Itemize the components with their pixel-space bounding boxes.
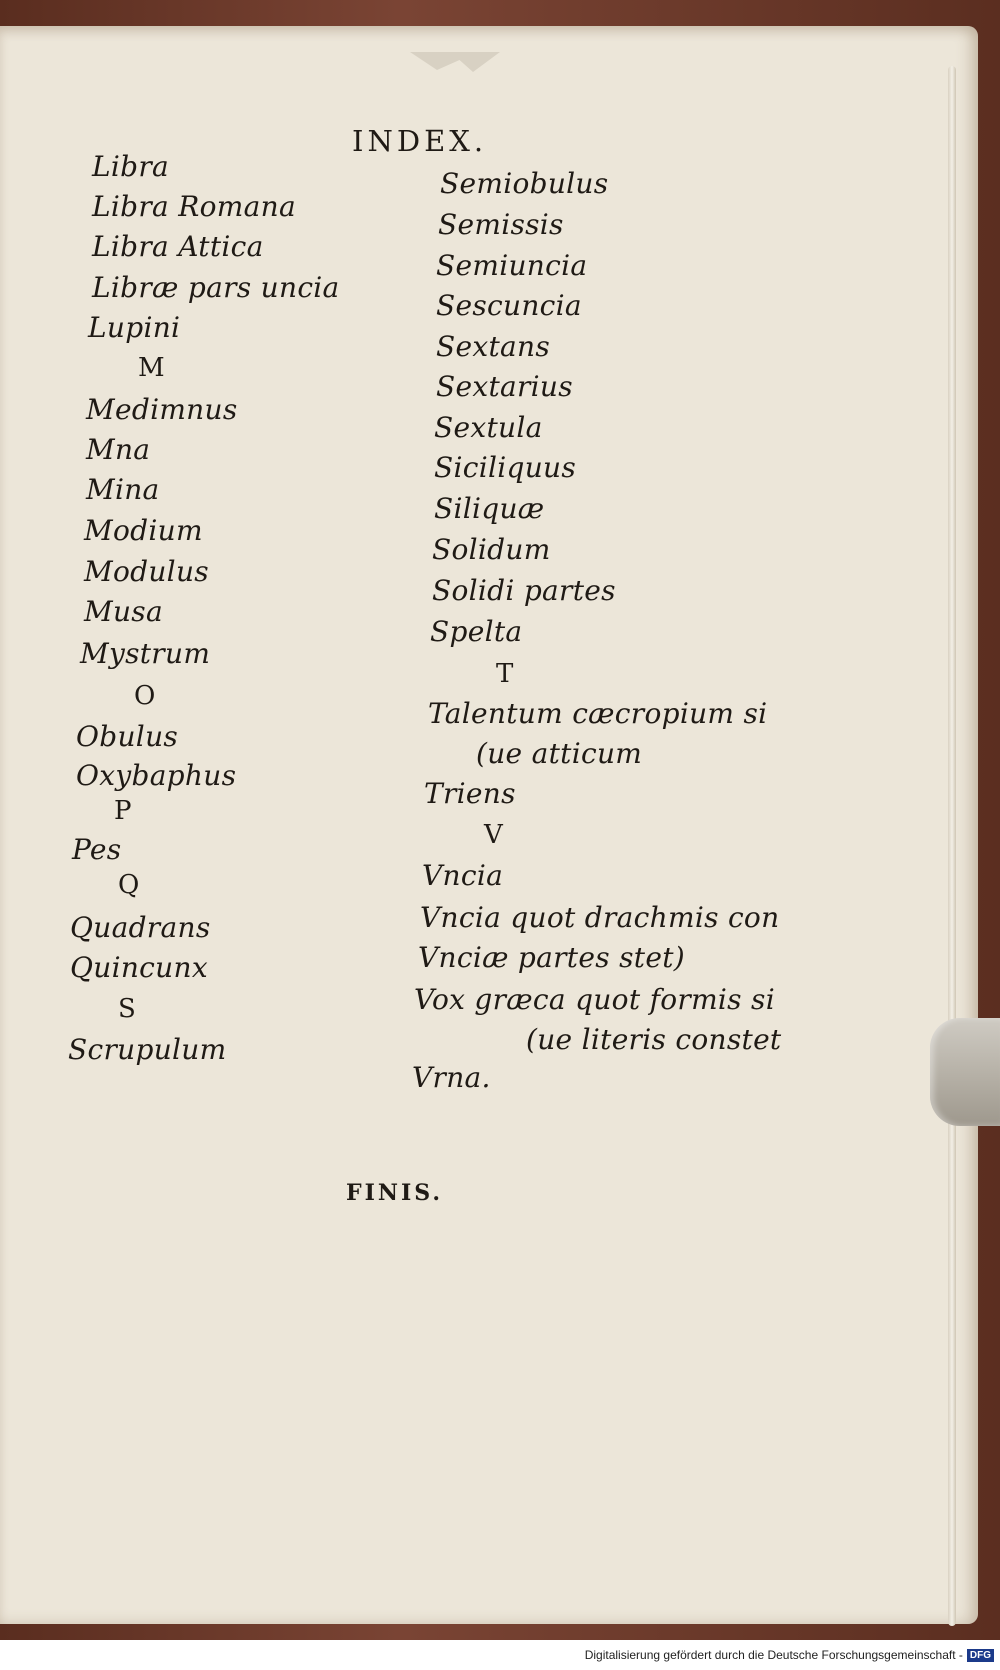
index-entry: Pes bbox=[72, 833, 122, 866]
index-entry: Vrna. bbox=[412, 1061, 491, 1094]
index-entry: Mina bbox=[86, 473, 160, 506]
dfg-logo: DFG bbox=[967, 1649, 994, 1662]
index-entry: Mystrum bbox=[80, 637, 211, 670]
index-entry: Semiuncia bbox=[436, 249, 588, 282]
index-entry: (ue literis constet bbox=[526, 1023, 782, 1056]
index-entry: Vox græca quot formis si bbox=[414, 983, 775, 1016]
index-entry: Libræ pars uncia bbox=[92, 271, 340, 304]
index-entry: Musa bbox=[84, 595, 163, 628]
index-entry: Sextans bbox=[436, 330, 550, 363]
page-edge bbox=[948, 66, 956, 1626]
index-entry: Spelta bbox=[430, 615, 523, 648]
index-entry: Vnciæ partes stet) bbox=[418, 941, 685, 974]
index-entry: Medimnus bbox=[86, 393, 238, 426]
index-entry: Vncia bbox=[422, 859, 504, 892]
index-letter-heading: O bbox=[134, 681, 156, 711]
finis-mark: FINIS. bbox=[346, 1180, 444, 1206]
index-entry: (ue atticum bbox=[476, 737, 643, 770]
index-entry: Siciliquus bbox=[434, 451, 577, 484]
index-entry: Triens bbox=[424, 777, 516, 810]
index-entry: Sescuncia bbox=[436, 289, 582, 322]
index-entry: Solidum bbox=[432, 533, 551, 566]
index-entry: Sextula bbox=[434, 411, 543, 444]
index-entry: Quadrans bbox=[70, 911, 211, 944]
paper-tear bbox=[410, 52, 500, 72]
index-entry: Obulus bbox=[76, 720, 179, 753]
index-entry: Semissis bbox=[438, 208, 564, 241]
index-entry: Talentum cæcropium si bbox=[428, 697, 768, 730]
index-title: INDEX. bbox=[352, 124, 488, 158]
index-letter-heading: M bbox=[138, 353, 165, 383]
index-entry: Modulus bbox=[84, 555, 209, 588]
index-entry: Vncia quot drachmis con bbox=[420, 901, 780, 934]
index-entry: Sextarius bbox=[436, 370, 573, 403]
index-entry: Siliquæ bbox=[434, 492, 545, 525]
footer-text: Digitalisierung gefördert durch die Deutsche Forschungsgemeinschaft - bbox=[584, 1648, 963, 1662]
index-letter-heading: T bbox=[496, 659, 514, 689]
digitization-footer bbox=[585, 1646, 994, 1664]
index-letter-heading: Q bbox=[118, 870, 140, 900]
index-entry: Solidi partes bbox=[432, 574, 616, 607]
index-letter-heading: P bbox=[114, 796, 132, 826]
index-entry: Quincunx bbox=[70, 951, 208, 984]
index-entry: Libra Attica bbox=[92, 230, 264, 263]
index-entry: Lupini bbox=[88, 311, 181, 344]
index-entry: Libra Romana bbox=[92, 190, 296, 223]
index-entry: Mna bbox=[86, 433, 151, 466]
index-entry: Modium bbox=[84, 514, 203, 547]
index-letter-heading: S bbox=[118, 994, 136, 1024]
index-entry: Libra bbox=[92, 150, 170, 183]
index-entry: Oxybaphus bbox=[76, 759, 237, 792]
index-letter-heading: V bbox=[484, 820, 503, 850]
clasp bbox=[930, 1018, 1000, 1126]
index-entry: Semiobulus bbox=[440, 167, 609, 200]
index-entry: Scrupulum bbox=[68, 1033, 227, 1066]
